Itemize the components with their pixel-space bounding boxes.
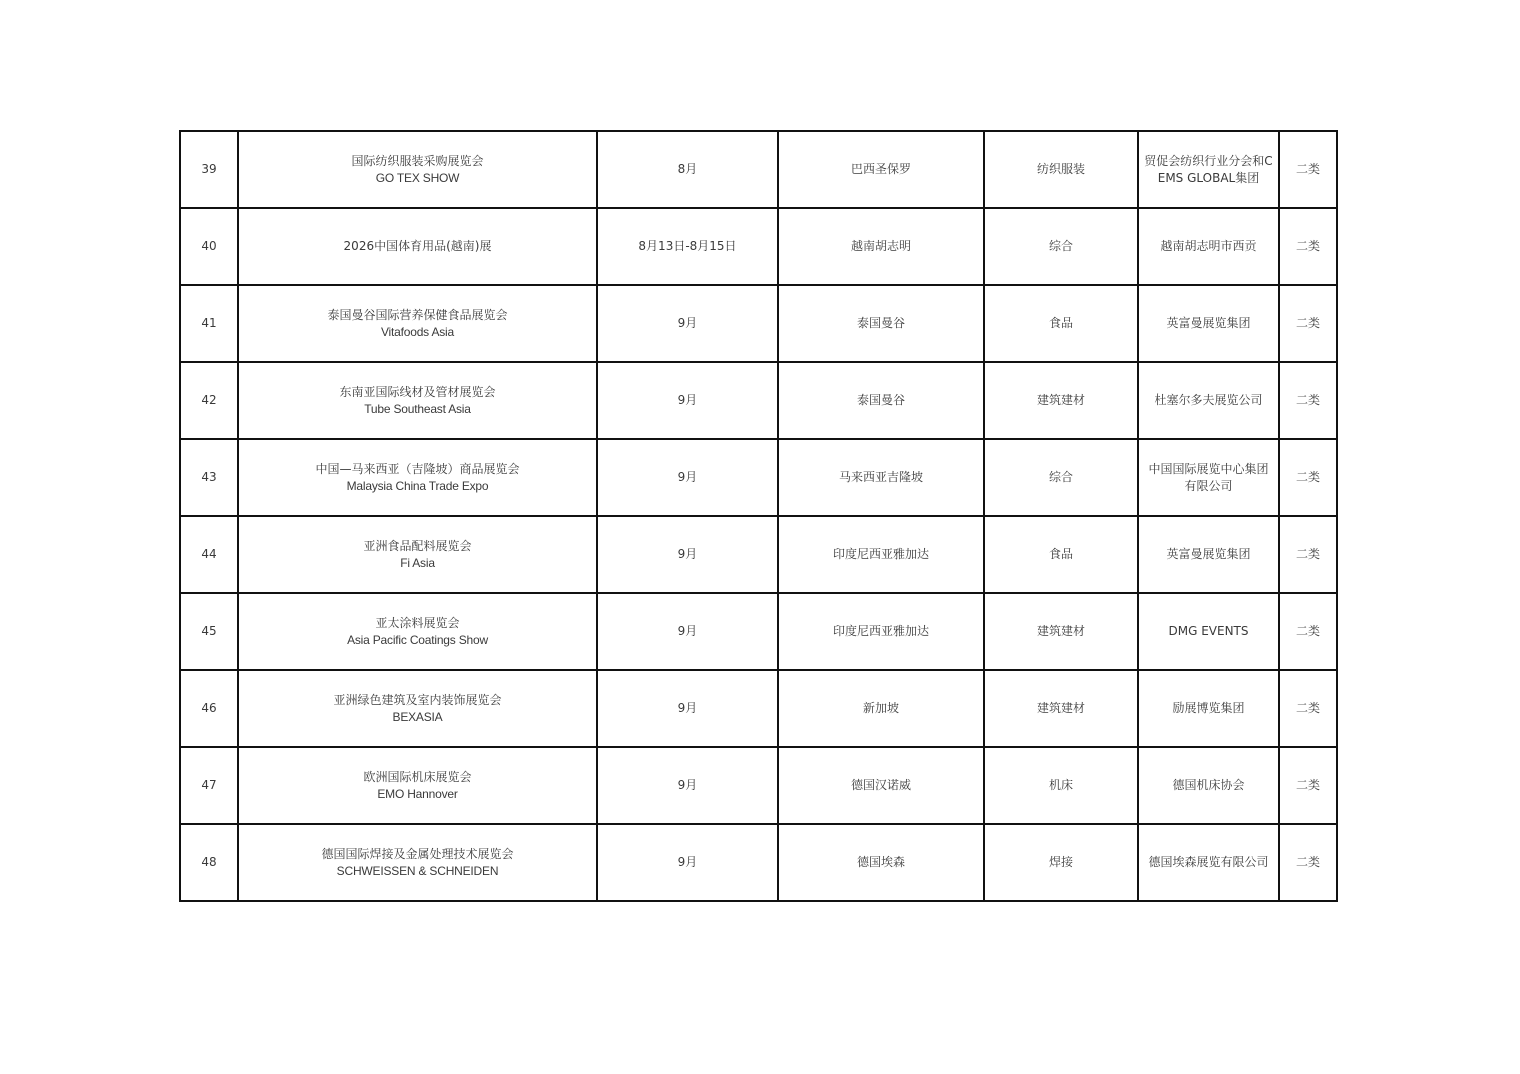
row-number: 42 bbox=[180, 362, 238, 439]
exhibition-location: 印度尼西亚雅加达 bbox=[778, 593, 984, 670]
table-row bbox=[180, 439, 1337, 516]
organizer-text: 英富曼展览集团 bbox=[1166, 316, 1251, 330]
exhibition-organizer bbox=[1138, 208, 1279, 285]
exhibition-category: 二类 bbox=[1279, 362, 1337, 439]
table-row bbox=[180, 747, 1337, 824]
exhibition-category: 二类 bbox=[1279, 208, 1337, 285]
exhibition-organizer bbox=[1138, 362, 1279, 439]
exhibition-date: 9月 bbox=[597, 824, 778, 901]
exhibition-industry: 焊接 bbox=[984, 824, 1138, 901]
exhibition-date: 9月 bbox=[597, 516, 778, 593]
table-row bbox=[180, 362, 1337, 439]
row-number: 41 bbox=[180, 285, 238, 362]
row-number: 39 bbox=[180, 131, 238, 208]
exhibition-category: 二类 bbox=[1279, 285, 1337, 362]
organizer-text: 贸促会纺织行业分会和CEMS GLOBAL集团 bbox=[1144, 153, 1273, 185]
table-row bbox=[180, 670, 1337, 747]
exhibition-name-cn: 德国国际焊接及金属处理技术展览会 bbox=[321, 846, 514, 861]
exhibition-name-en: SCHWEISSEN & SCHNEIDEN bbox=[336, 863, 499, 878]
exhibition-category: 二类 bbox=[1279, 670, 1337, 747]
exhibition-organizer bbox=[1138, 824, 1279, 901]
exhibition-date: 9月 bbox=[597, 670, 778, 747]
organizer-text: 励展博览集团 bbox=[1172, 701, 1245, 715]
exhibition-name bbox=[238, 439, 597, 516]
table-row bbox=[180, 593, 1337, 670]
exhibition-date: 8月13日-8月15日 bbox=[597, 208, 778, 285]
organizer-text: 德国机床协会 bbox=[1172, 778, 1245, 792]
exhibition-organizer bbox=[1138, 285, 1279, 362]
exhibition-name-cn: 欧洲国际机床展览会 bbox=[363, 769, 472, 784]
organizer-text: 中国国际展览中心集团有限公司 bbox=[1148, 461, 1269, 493]
exhibition-name-en: EMO Hannover bbox=[377, 786, 458, 801]
exhibition-date: 9月 bbox=[597, 439, 778, 516]
exhibition-name bbox=[238, 362, 597, 439]
organizer-text: 越南胡志明市西贡 bbox=[1160, 239, 1257, 253]
exhibition-name bbox=[238, 747, 597, 824]
exhibition-name-en: Asia Pacific Coatings Show bbox=[347, 632, 488, 647]
exhibition-organizer bbox=[1138, 516, 1279, 593]
exhibition-name bbox=[238, 516, 597, 593]
exhibition-category: 二类 bbox=[1279, 824, 1337, 901]
exhibition-industry: 纺织服装 bbox=[984, 131, 1138, 208]
exhibition-date: 9月 bbox=[597, 362, 778, 439]
exhibition-name-cn: 2026中国体育用品(越南)展 bbox=[343, 239, 492, 253]
exhibition-date: 8月 bbox=[597, 131, 778, 208]
exhibition-date: 9月 bbox=[597, 593, 778, 670]
exhibition-name-cn: 国际纺织服装采购展览会 bbox=[351, 153, 484, 168]
table-row bbox=[180, 131, 1337, 208]
exhibition-name-en: BEXASIA bbox=[392, 709, 443, 724]
exhibition-organizer bbox=[1138, 670, 1279, 747]
table-row bbox=[180, 516, 1337, 593]
exhibition-industry: 食品 bbox=[984, 516, 1138, 593]
exhibition-industry: 建筑建材 bbox=[984, 593, 1138, 670]
exhibition-organizer bbox=[1138, 593, 1279, 670]
exhibition-name bbox=[238, 593, 597, 670]
row-number: 47 bbox=[180, 747, 238, 824]
exhibition-name bbox=[238, 208, 597, 285]
exhibition-location: 泰国曼谷 bbox=[778, 362, 984, 439]
exhibition-category: 二类 bbox=[1279, 131, 1337, 208]
exhibition-name bbox=[238, 824, 597, 901]
exhibition-industry: 建筑建材 bbox=[984, 362, 1138, 439]
exhibition-name-en: Tube Southeast Asia bbox=[364, 401, 471, 416]
exhibition-organizer bbox=[1138, 747, 1279, 824]
exhibition-industry: 建筑建材 bbox=[984, 670, 1138, 747]
exhibition-name bbox=[238, 670, 597, 747]
exhibition-organizer bbox=[1138, 439, 1279, 516]
exhibition-category: 二类 bbox=[1279, 747, 1337, 824]
row-number: 44 bbox=[180, 516, 238, 593]
exhibition-date: 9月 bbox=[597, 747, 778, 824]
exhibition-name-en: Vitafoods Asia bbox=[380, 324, 455, 339]
exhibition-industry: 机床 bbox=[984, 747, 1138, 824]
exhibition-location: 马来西亚吉隆坡 bbox=[778, 439, 984, 516]
exhibition-location: 印度尼西亚雅加达 bbox=[778, 516, 984, 593]
exhibition-name-cn: 亚太涂料展览会 bbox=[375, 615, 460, 630]
row-number: 40 bbox=[180, 208, 238, 285]
table-row bbox=[180, 208, 1337, 285]
exhibition-name bbox=[238, 285, 597, 362]
exhibition-industry: 综合 bbox=[984, 439, 1138, 516]
exhibition-name-cn: 亚洲食品配料展览会 bbox=[363, 538, 472, 553]
row-number: 45 bbox=[180, 593, 238, 670]
exhibition-table bbox=[179, 130, 1338, 902]
exhibition-location: 新加坡 bbox=[778, 670, 984, 747]
exhibition-industry: 综合 bbox=[984, 208, 1138, 285]
exhibition-location: 泰国曼谷 bbox=[778, 285, 984, 362]
exhibition-organizer bbox=[1138, 131, 1279, 208]
exhibition-name-cn: 东南亚国际线材及管材展览会 bbox=[339, 384, 496, 399]
exhibition-category: 二类 bbox=[1279, 516, 1337, 593]
exhibition-name-en: Fi Asia bbox=[400, 555, 435, 570]
table-row bbox=[180, 824, 1337, 901]
row-number: 48 bbox=[180, 824, 238, 901]
organizer-text: 杜塞尔多夫展览公司 bbox=[1154, 393, 1263, 407]
exhibition-category: 二类 bbox=[1279, 439, 1337, 516]
exhibition-industry: 食品 bbox=[984, 285, 1138, 362]
exhibition-category: 二类 bbox=[1279, 593, 1337, 670]
row-number: 43 bbox=[180, 439, 238, 516]
exhibition-name-en: Malaysia China Trade Expo bbox=[346, 478, 489, 493]
organizer-text: DMG EVENTS bbox=[1168, 624, 1249, 638]
exhibition-location: 巴西圣保罗 bbox=[778, 131, 984, 208]
organizer-text: 英富曼展览集团 bbox=[1166, 547, 1251, 561]
exhibition-name-cn: 泰国曼谷国际营养保健食品展览会 bbox=[327, 307, 508, 322]
exhibition-location: 德国埃森 bbox=[778, 824, 984, 901]
exhibition-date: 9月 bbox=[597, 285, 778, 362]
exhibition-name-cn: 中国—马来西亚（吉隆坡）商品展览会 bbox=[315, 461, 520, 476]
exhibition-name bbox=[238, 131, 597, 208]
row-number: 46 bbox=[180, 670, 238, 747]
organizer-text: 德国埃森展览有限公司 bbox=[1148, 855, 1269, 869]
exhibition-name-en: GO TEX SHOW bbox=[375, 170, 460, 185]
table-row bbox=[180, 285, 1337, 362]
exhibition-location: 越南胡志明 bbox=[778, 208, 984, 285]
exhibition-location: 德国汉诺威 bbox=[778, 747, 984, 824]
exhibition-name-cn: 亚洲绿色建筑及室内装饰展览会 bbox=[333, 692, 502, 707]
